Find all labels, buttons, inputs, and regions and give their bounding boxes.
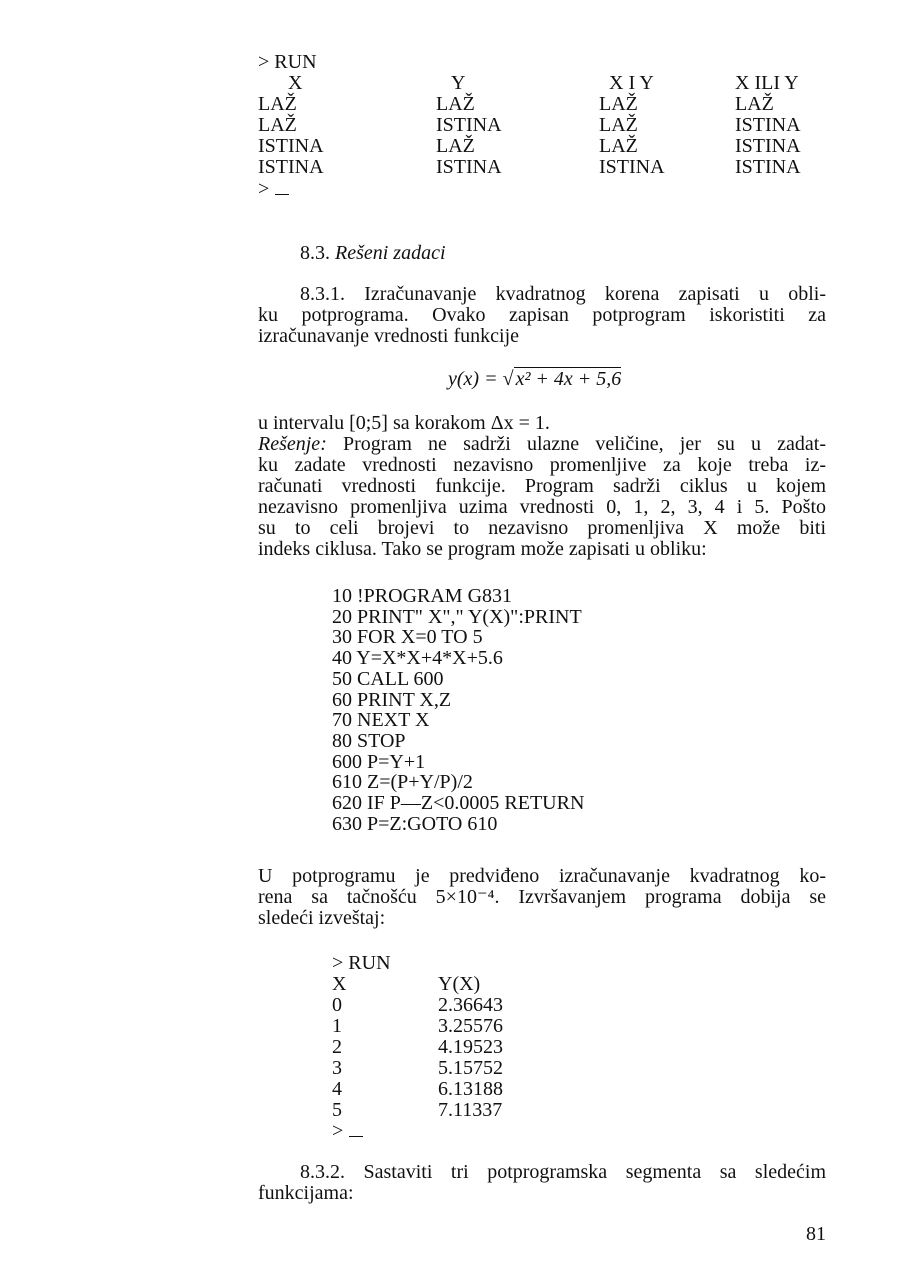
text-line: sledeći izveštaj: bbox=[258, 907, 386, 929]
text-line bbox=[258, 434, 826, 455]
page-number: 81 bbox=[806, 1223, 826, 1245]
code-line: 20 PRINT" X"," Y(X)":PRINT bbox=[332, 605, 582, 628]
text-line: 8.3.2. Sastaviti tri potprogramska segmenta sa sledećim bbox=[300, 1161, 826, 1183]
table-cell: ISTINA bbox=[599, 156, 665, 178]
code-line: 80 STOP bbox=[332, 729, 406, 752]
prompt-line bbox=[258, 179, 289, 200]
text-line: indeks ciklusa. Tako se program može zapisati u obliku: bbox=[258, 538, 707, 560]
table-cell: ISTINA bbox=[258, 135, 324, 157]
table-cell: ISTINA bbox=[735, 156, 801, 178]
table-row bbox=[332, 1016, 503, 1037]
table-row bbox=[332, 1100, 503, 1121]
table-row bbox=[332, 1058, 503, 1079]
cursor-underscore bbox=[349, 1122, 363, 1137]
table-cell: 2 bbox=[332, 1036, 342, 1058]
output-header-y: Y(X) bbox=[438, 973, 481, 995]
table-row bbox=[332, 1079, 503, 1100]
table-cell: 5 bbox=[332, 1099, 342, 1121]
result-intro-paragraph bbox=[258, 866, 826, 929]
output-header-x: X bbox=[332, 973, 347, 995]
run-command: > RUN bbox=[258, 51, 317, 73]
table-row bbox=[258, 115, 801, 136]
table-cell: LAŽ bbox=[258, 114, 297, 136]
truth-header-or: X ILI Y bbox=[735, 72, 799, 94]
table-cell: 4 bbox=[332, 1078, 342, 1100]
text-line: računati vrednosti funkcije. Program sadrži ciklus u kojem bbox=[258, 475, 826, 497]
table-cell: 6.13188 bbox=[438, 1078, 503, 1100]
solution-paragraph bbox=[258, 434, 826, 560]
table-cell: LAŽ bbox=[599, 114, 638, 136]
table-cell: LAŽ bbox=[735, 93, 774, 115]
table-cell: 5.15752 bbox=[438, 1057, 503, 1079]
table-cell: LAŽ bbox=[258, 93, 297, 115]
code-line: 610 Z=(P+Y/P)/2 bbox=[332, 771, 473, 794]
table-cell: 7.11337 bbox=[438, 1099, 503, 1121]
table-row bbox=[258, 136, 801, 157]
text-line: izračunavanje vrednosti funkcije bbox=[258, 325, 519, 347]
prompt-symbol: > bbox=[258, 178, 270, 200]
table-cell: 3 bbox=[332, 1057, 342, 1079]
output-table bbox=[332, 974, 503, 1121]
text-line: ku potprograma. Ovako zapisan potprogram iskoristiti za bbox=[258, 304, 826, 326]
code-line: 70 NEXT X bbox=[332, 709, 430, 732]
table-cell: 3.25576 bbox=[438, 1015, 503, 1037]
formula-radicand: x² + 4x + 5,6 bbox=[515, 368, 622, 390]
code-line: 40 Y=X*X+4*X+5.6 bbox=[332, 647, 503, 670]
table-cell: LAŽ bbox=[599, 93, 638, 115]
table-row bbox=[332, 995, 503, 1016]
text-fragment: Program ne sadrži ulazne veličine, jer su u zadat- bbox=[326, 433, 826, 455]
code-line: 60 PRINT X,Z bbox=[332, 688, 452, 711]
truth-table bbox=[258, 73, 801, 178]
task2-paragraph bbox=[258, 1162, 826, 1204]
table-row bbox=[332, 1037, 503, 1058]
table-cell: ISTINA bbox=[436, 114, 502, 136]
truth-header-y: Y bbox=[451, 72, 466, 94]
table-cell: LAŽ bbox=[436, 93, 475, 115]
text-line: U potprogramu je predviđeno izračunavanje kvadratnog ko- bbox=[258, 865, 826, 887]
text-line: nezavisno promenljiva uzima vrednosti 0, 1, 2, 3, 4 i 5. Pošto bbox=[258, 496, 826, 518]
table-cell: ISTINA bbox=[436, 156, 502, 178]
text-line: ku zadate vrednosti nezavisno promenljive za koje treba iz- bbox=[258, 454, 826, 476]
table-cell: 0 bbox=[332, 994, 342, 1016]
code-line: 620 IF P—Z<0.0005 RETURN bbox=[332, 792, 585, 815]
table-cell: ISTINA bbox=[735, 114, 801, 136]
text-line: su to celi brojevi to nezavisno promenljiva X može biti bbox=[258, 517, 826, 539]
truth-header-and: X I Y bbox=[609, 72, 654, 94]
section-heading bbox=[300, 243, 446, 264]
sqrt-icon: √ bbox=[502, 368, 514, 390]
section-title: Rešeni zadaci bbox=[335, 242, 446, 264]
text-line: funkcijama: bbox=[258, 1182, 354, 1204]
code-line: 50 CALL 600 bbox=[332, 667, 444, 690]
code-line: 30 FOR X=0 TO 5 bbox=[332, 626, 483, 649]
table-cell: 2.36643 bbox=[438, 994, 503, 1016]
truth-table-header bbox=[258, 73, 801, 94]
code-line: 600 P=Y+1 bbox=[332, 750, 426, 773]
text-line: rena sa tačnošću 5×10⁻⁴. Izvršavanjem programa dobija se bbox=[258, 886, 826, 908]
truth-header-x: X bbox=[288, 72, 303, 94]
code-line: 630 P=Z:GOTO 610 bbox=[332, 812, 498, 835]
table-cell: ISTINA bbox=[258, 156, 324, 178]
table-cell: LAŽ bbox=[599, 135, 638, 157]
solution-label: Rešenje: bbox=[258, 433, 327, 455]
prompt-symbol: > bbox=[332, 1120, 344, 1142]
formula-lhs: y(x) = bbox=[448, 368, 503, 390]
table-cell: 1 bbox=[332, 1015, 342, 1037]
code-line: 10 !PROGRAM G831 bbox=[332, 585, 513, 607]
table-cell: ISTINA bbox=[735, 135, 801, 157]
function-formula bbox=[448, 368, 621, 391]
table-row bbox=[258, 157, 801, 178]
task1-paragraph bbox=[258, 284, 826, 347]
table-cell: 4.19523 bbox=[438, 1036, 503, 1058]
prompt-line bbox=[332, 1121, 363, 1142]
text-line: 8.3.1. Izračunavanje kvadratnog korena zapisati u obli- bbox=[300, 283, 826, 305]
interval-line: u intervalu [0;5] sa korakom Δx = 1. bbox=[258, 412, 550, 434]
table-row bbox=[258, 94, 801, 115]
cursor-underscore bbox=[275, 180, 289, 195]
program-listing bbox=[332, 586, 584, 834]
output-table-header bbox=[332, 974, 503, 995]
section-number: 8.3. bbox=[300, 242, 330, 264]
run-command: > RUN bbox=[332, 952, 391, 974]
table-cell: LAŽ bbox=[436, 135, 475, 157]
